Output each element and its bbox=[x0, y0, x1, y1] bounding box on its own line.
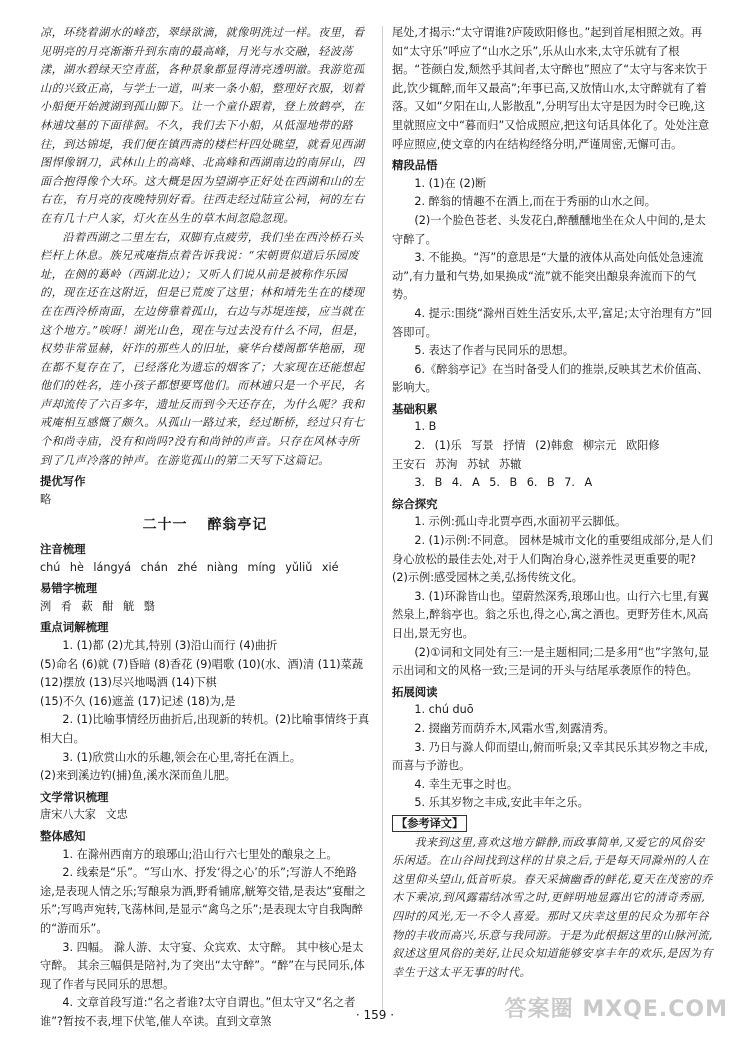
reading-line: 5. 表达了作者与民同乐的思想。 bbox=[414, 344, 575, 358]
inquiry-heading: 综合探究 bbox=[392, 496, 438, 511]
inquiry-line: (2)①词和文同处有三:一是主题相同;二是多用“也”字煞句,显示出词和文的风格一致;三是词的开头与结尾承袭原作的特色。 bbox=[392, 645, 710, 678]
extension-line: 5. 乐其岁物之丰成,安此丰年之乐。 bbox=[414, 796, 589, 810]
vocab-line: (15)不久 (16)遮盖 (17)记述 (18)为,是 bbox=[40, 694, 236, 708]
overall-line: 3. 四幅。 滁人游、太守宴、众宾欢、太守醉。 其中核心是太守醉。 其余三幅俱是陪衬,为了突出“太守醉”。“醉”在与民同乐,体现了作者与民同乐的思想。 bbox=[40, 940, 365, 991]
pronunciation-heading: 注音梳理 bbox=[40, 542, 86, 557]
reading-heading: 精段品悟 bbox=[392, 158, 438, 173]
vocab-line: 2. (1)比喻事情经历曲折后,出现新的转机。(2)比喻事情终于真相大白。 bbox=[40, 713, 370, 745]
reading-line: 1. (1)在 (2)断 bbox=[414, 176, 487, 190]
lesson-title bbox=[40, 516, 370, 535]
extension-line: 1. chú duō bbox=[414, 703, 474, 717]
translation-heading: 【参考译文】 bbox=[392, 815, 467, 832]
literature-heading: 文学常识梳理 bbox=[40, 789, 109, 804]
basic-line: 3. B 4. A 5. B 6. B 7. A bbox=[414, 476, 593, 490]
typo-heading: 易错字梳理 bbox=[40, 581, 97, 596]
vocab-line: (5)命名 (6)就 (7)昏暗 (8)香花 (9)唱歌 (10)(水、酒)清 (11)菜蔬 (12)摆放 (13)尽兴地喝酒 (14)下棋 bbox=[40, 657, 364, 690]
extension-line: 3. 乃日与滁人仰而望山,俯而听泉;又幸其民乐其岁物之丰成,而喜与予游也。 bbox=[392, 740, 709, 773]
extension-line: 2. 掇幽芳而荫乔木,风霜水雪,刻露清秀。 bbox=[414, 721, 615, 735]
reading-line: 3. 不能换。“泻”的意思是“大量的液体从高处向低处急速流动”,有力量和气势,如果换成“流”就不能突出酿泉奔流而下的气势。 bbox=[392, 251, 704, 302]
column-divider bbox=[382, 26, 383, 1010]
essay-paragraph-1: 凉，环绕着湖水的峰峦，翠绿欲滴，就像明洗过一样。夜里，看见明亮的月亮渐渐升到东南的最高峰，月光与水交融，轻波荡漾，湖水碧绿天空青蓝，各种景象都显得清亮透明澈。我游览孤山的兴致正高，与学士一道，叫来一条小船，整理好衣服，划着小船便开始渡湖到孤山脚下。让一个童仆跟着，登上放鹤亭，在林逋坟墓的下面徘徊。不久，我们去下小船，从低湿地带的路往，到达锦堤，我们便在镇西斋的楼栏杆四处眺望，就看见西湖图悍像钢刀，武林山上的高峰、北高峰和西湖南边的南屏山，四面合抱得像个大环。这大概是因为望湖亭正好处在西湖和山的左右在，有月亮的夜晚特别好看。往西走经过陆宣公祠，祠的左右在有几十户人家，灯火在丛生的草木间忽隐忽现。 bbox=[40, 26, 365, 225]
basic-line: 1. B bbox=[414, 420, 437, 434]
essay-paragraph-2: 沿着西湖之二里左右，双脚有点疲劳，我们坐在西泠桥石头栏杆上休息。族兄戒庵指点着告诉我说：“宋朝贾似道后乐园废址，在侧的葛岭（西湖北边）；又听人们说从前是被称作乐园的，现在还在这附近，但是已荒废了这里；林和靖先生在的楼现在在西泠桥南面，左边傍靠着孤山，右边与苏堤连接，应当就在这个地方。”唉呀！湖光山色，现在与过去没有什么不同，但是，权势非常显赫，奸诈的那些人的旧址，豪华台楼阁都华艳丽，现在都不复存在了，已经落化为遗忘的烟客了；大家现在还能想起他们的姓名，连小孩子都想要骂他们。而林逋只是一个平民，名声却流传了六百多年，遗址反而到今天还存在，为什么呢？我和戒庵相互感慨了颇久。从孤山一路过来，经过断桥，经过只有七个和尚寺庙，没有和尚吗?没有和尚钟的声音。只存在风林寺所到了几声冷落的钟声。在游览孤山的第二天写下这篇记。 bbox=[40, 230, 365, 467]
basic-line: 2. (1)乐 写景 抒情 (2)韩愈 柳宗元 欧阳修 bbox=[414, 439, 660, 453]
extension-line: 4. 幸生无事之时也。 bbox=[414, 777, 519, 791]
extension-heading: 拓展阅读 bbox=[392, 684, 438, 699]
watermark-text: 答案圈 MXQE.COM bbox=[504, 997, 728, 1022]
reading-line: 4. 提示:围绕“滁州百姓生活安乐,太平,富足;太守治理有方”回答即可。 bbox=[392, 306, 713, 339]
literature-line: 唐宋八大家 文忠 bbox=[40, 808, 128, 822]
inquiry-line: 1. 示例:孤山寺北贾亭西,水面初平云脚低。 bbox=[414, 515, 627, 529]
vocab-heading: 重点词解梳理 bbox=[40, 620, 109, 635]
reading-line: 6.《醉翁亭记》在当时备受人们的推崇,反映其艺术价值高、影响大。 bbox=[392, 362, 709, 395]
overall-heading: 整体感知 bbox=[40, 828, 86, 843]
vocab-line: 3. (1)欣赏山水的乐趣,领会在心里,寄托在酒上。 bbox=[62, 750, 301, 764]
vocab-line: (2)来到溪边钓(捕)鱼,溪水深而鱼儿肥。 bbox=[40, 769, 236, 783]
lesson-number: 二十一 bbox=[142, 517, 188, 534]
basic-line: 王安石 苏洵 苏轼 苏辙 bbox=[392, 457, 522, 471]
page-number: · 159 · bbox=[355, 1008, 395, 1022]
typo-line: 洌 肴 蔌 酣 觥 翳 bbox=[40, 599, 155, 613]
pronunciation-line: chú hè lángyá chán zhé niàng míng yǔliǔ xié bbox=[40, 560, 339, 574]
inquiry-line: 3. (1)环滁皆山也。望蔚然深秀,琅琊山也。山行六七里,有翼然泉上,醉翁亭也。翁之乐也,得之心,寓之酒也。更野芳佳木,风高日出,景无穷也。 bbox=[392, 589, 709, 640]
overall-line: 4. 文章首段写道:“名之者谁?太守自谓也。”但太守又“名之者谁”?暂按不表,埋下伏笔,催人卒读。直到文章煞 bbox=[40, 996, 356, 1028]
overall-continued: 尾处,才揭示:“太守谓谁?庐陵欧阳修也。”起到首尾相照之效。再如“太守乐”呼应了“山水之乐”,乐从山水来,太守乐就有了根据。“苍颜白发,颓然乎其间者,太守醉也”照应了“太守与客来饮于此,饮少辄醉,而年又最高”;年事已高,又放情山水,太守醉就有了着落。又如“夕阳在山,人影散乱”,分明写出太守是因为时令已晚,这里就照应文中“暮而归”又恰成照应,把这句话具体化了。处处注意呼应照应,使文章的内在结构经络分明,严谨周密,无懈可击。 bbox=[392, 26, 710, 151]
inquiry-line: 2. (1)示例:不同意。 园林是城市文化的重要组成部分,是人们身心放松的最佳去处,对于人们陶冶身心,滋养性灵更重要的呢? (2)示例:感受园林之美,弘扬传统文化。 bbox=[392, 534, 713, 585]
left-column bbox=[40, 24, 370, 1031]
advanced-writing-body: 略 bbox=[40, 492, 52, 506]
reading-line: (2)一个脸色苍老、头发花白,醉醺醺地坐在众人中间的,是太守醉了。 bbox=[392, 213, 706, 246]
vocab-line: 1. (1)都 (2)尤其,特别 (3)沿山而行 (4)曲折 bbox=[62, 639, 278, 652]
right-column bbox=[392, 24, 714, 982]
overall-line: 2. 线索是“乐”。“写山水、抒发‘得之心’的乐”;写游人不绝路途,是表现人情之乐;写酿泉为酒,野肴铺席,觥筹交错,是表达“宴酣之乐”;写鸣声宛转,飞荡林间,是显示“禽鸟之乐”;是表现太守自我陶醉的“游而乐”。 bbox=[40, 866, 366, 935]
reading-line: 2. 醉翁的情趣不在酒上,而在于秀丽的山水之间。 bbox=[414, 195, 656, 209]
advanced-writing-heading: 提优写作 bbox=[40, 474, 86, 489]
lesson-name: 醉翁亭记 bbox=[207, 517, 268, 534]
basic-heading: 基础积累 bbox=[392, 401, 438, 416]
translation-body: 我来到这里,喜欢这地方僻静,而政事简单,又爱它的风俗安乐闲适。在山谷间找到这样的甘泉之后,于是每天同滁州的人在这里仰头望山,低首听泉。春天采摘幽香的鲜花,夏天在茂密的乔木下乘凉,到风露霜结冰雪之时,更鲜明地显露出它的清奇秀丽,四时的风光,无一不令人喜爱。那时又庆幸这里的民众为那年谷物的丰收而高兴,乐意与我同游。于是为此根据这里的山脉河流,叙述这里风俗的美好,让民众知道能够安享丰年的欢乐,是因为有幸生于这太平无事的时代。 bbox=[392, 835, 713, 979]
overall-line: 1. 在滁州西南方的琅琊山;沿山行六七里处的酿泉之上。 bbox=[62, 847, 338, 861]
